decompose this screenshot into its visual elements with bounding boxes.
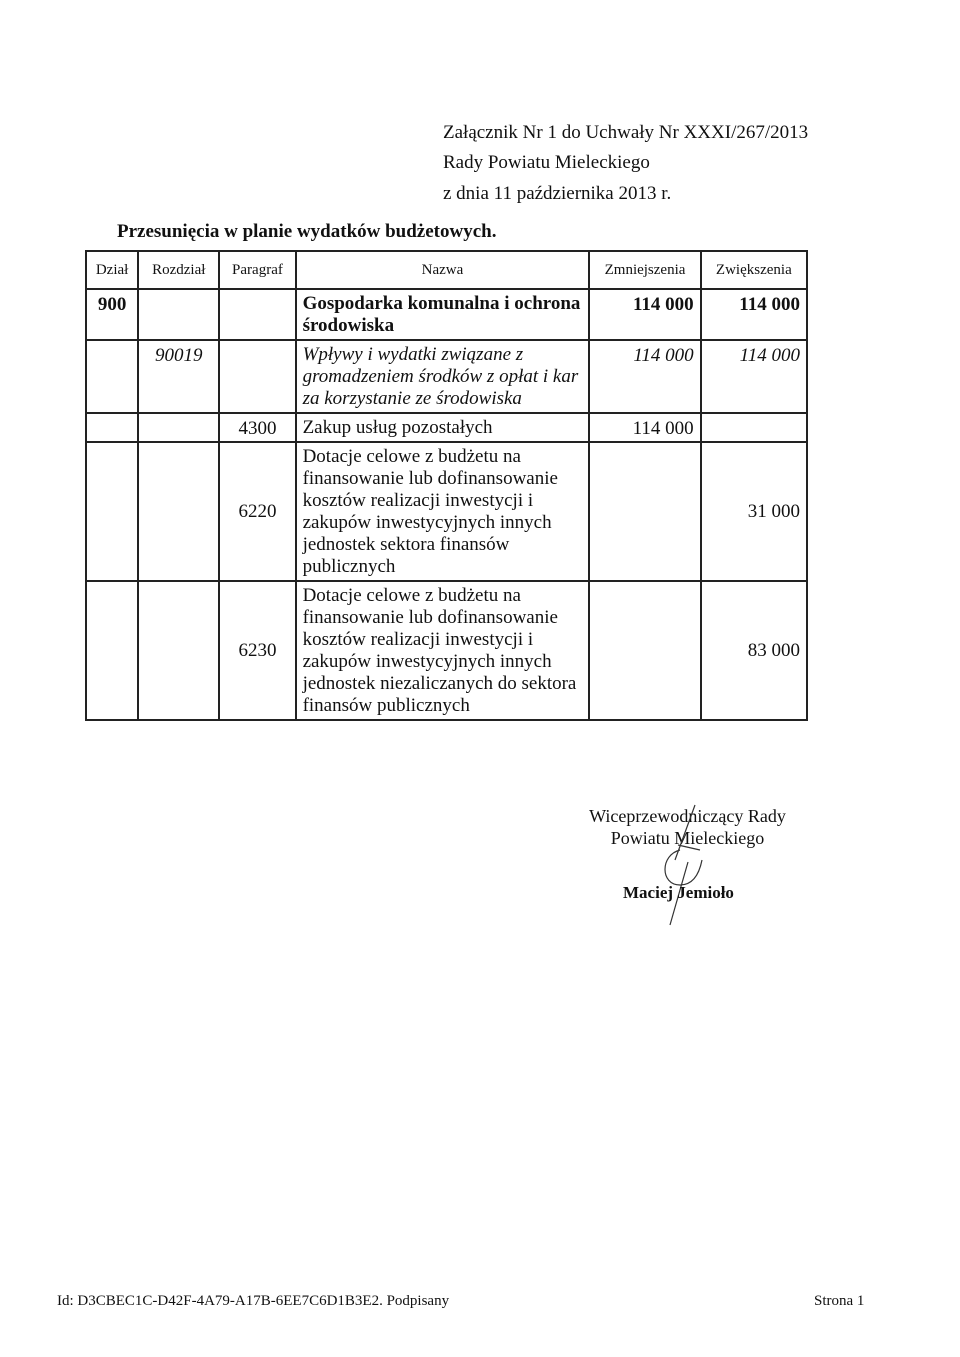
- row-nazwa: Dotacje celowe z budżetu na finansowanie lub dofinansowanie kosztów realizacji inwestycji i zakupów inwestycyjnych innych jednostek niezaliczanych do sektora finansów publicznych: [296, 581, 590, 720]
- row-zwiekszenia: 31 000: [701, 442, 807, 581]
- row-zwiekszenia: 114 000: [701, 340, 807, 413]
- row-paragraf: 4300: [219, 413, 295, 442]
- council-name-line: Rady Powiatu Mieleckiego: [443, 152, 650, 173]
- row-nazwa: Zakup usług pozostałych: [296, 413, 590, 442]
- header-zwiekszenia: Zwiększenia: [701, 251, 807, 289]
- table-header-row: [86, 251, 807, 289]
- header-nazwa: Nazwa: [296, 251, 590, 289]
- row-zmniejszenia: 114 000: [589, 413, 700, 442]
- row-paragraf: 6230: [219, 581, 295, 720]
- row-paragraf: [219, 289, 295, 340]
- table-row: [86, 581, 807, 720]
- row-zmniejszenia: 114 000: [589, 289, 700, 340]
- handwritten-signature: [640, 800, 720, 930]
- document-id: Id: D3CBEC1C-D42F-4A79-A17B-6EE7C6D1B3E2. Podpisany: [57, 1293, 450, 1309]
- signatory-name: Maciej Jemioło: [623, 883, 734, 902]
- row-zmniejszenia: [589, 442, 700, 581]
- table-row: [86, 442, 807, 581]
- row-zwiekszenia: 114 000: [701, 289, 807, 340]
- section-title: Przesunięcia w planie wydatków budżetowych.: [117, 221, 497, 242]
- row-dzial: 900: [86, 289, 138, 340]
- signature-title-line1: Wiceprzewodniczący Rady: [589, 806, 786, 826]
- header-zmniejszenia: Zmniejszenia: [589, 251, 700, 289]
- row-paragraf: 6220: [219, 442, 295, 581]
- row-rozdzial: 90019: [138, 340, 219, 413]
- row-dzial: [86, 442, 138, 581]
- row-zmniejszenia: [589, 581, 700, 720]
- table-row: [86, 340, 807, 413]
- signature-title-line2: Powiatu Mieleckiego: [610, 828, 765, 848]
- row-rozdzial: [138, 413, 219, 442]
- row-nazwa: Dotacje celowe z budżetu na finansowanie lub dofinansowanie kosztów realizacji inwestycji i zakupów inwestycyjnych innych jednostek sektora finansów publicznych: [296, 442, 590, 581]
- row-rozdzial: [138, 442, 219, 581]
- row-nazwa: Gospodarka komunalna i ochrona środowiska: [296, 289, 590, 340]
- header-paragraf: Paragraf: [219, 251, 295, 289]
- row-zwiekszenia: [701, 413, 807, 442]
- row-rozdzial: [138, 581, 219, 720]
- row-nazwa: Wpływy i wydatki związane z gromadzeniem środków z opłat i kar za korzystanie ze środowiska: [296, 340, 590, 413]
- row-dzial: [86, 413, 138, 442]
- resolution-attachment-line: Załącznik Nr 1 do Uchwały Nr XXXI/267/2013: [443, 122, 809, 143]
- resolution-date-line: z dnia 11 października 2013 r.: [443, 183, 672, 204]
- table-row: [86, 413, 807, 442]
- row-zwiekszenia: 83 000: [701, 581, 807, 720]
- page-number: Strona 1: [814, 1293, 865, 1309]
- row-zmniejszenia: 114 000: [589, 340, 700, 413]
- header-rozdzial: Rozdział: [138, 251, 219, 289]
- budget-table: [85, 250, 808, 721]
- row-dzial: [86, 340, 138, 413]
- row-paragraf: [219, 340, 295, 413]
- row-rozdzial: [138, 289, 219, 340]
- table-row: [86, 289, 807, 340]
- header-dzial: Dział: [86, 251, 138, 289]
- row-dzial: [86, 581, 138, 720]
